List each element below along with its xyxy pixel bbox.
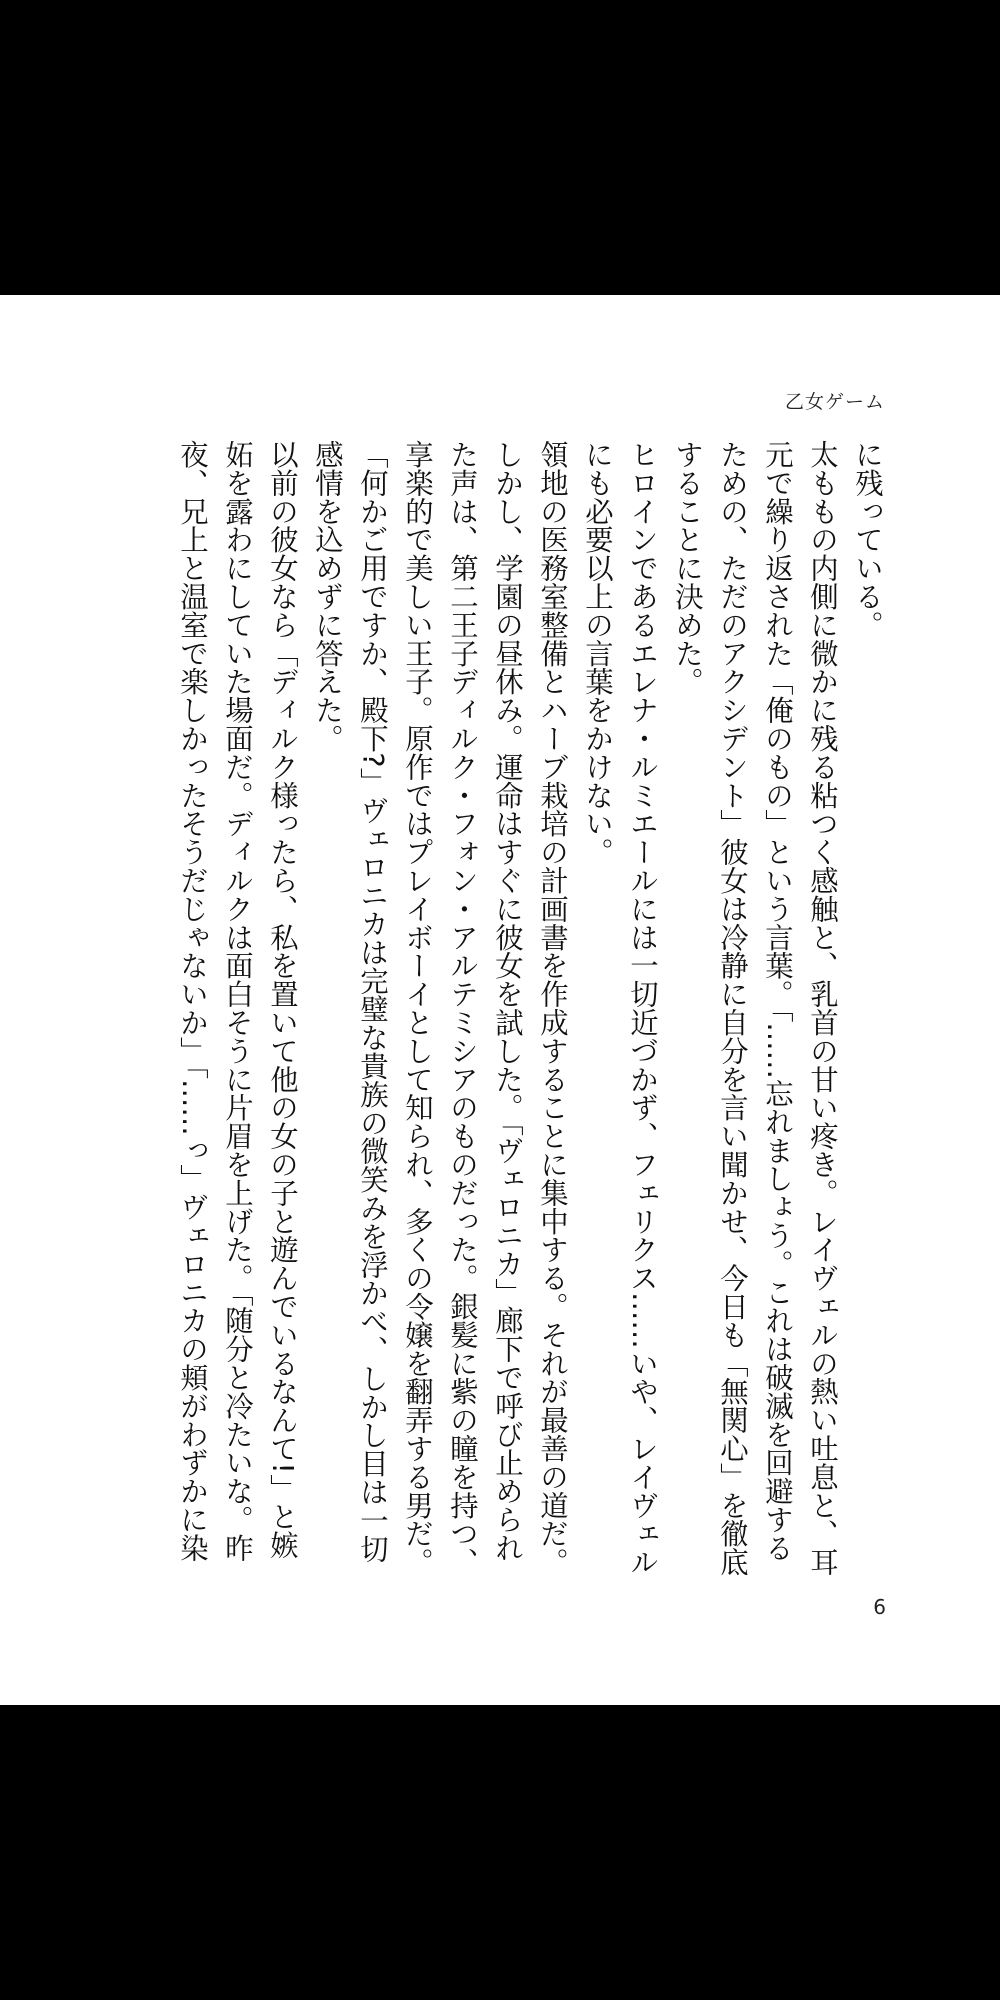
text-line: 「何かご用ですか、殿下?」ヴェロニカは完璧な貴族の微笑みを浮かべ、しかし目は一切 [356,440,389,1563]
text-line: 感情を込めずに答えた。 [311,440,344,753]
text-line: ための、ただのアクシデント」彼女は冷静に自分を言い聞かせ、今日も「無関心」を徹底 [716,440,749,1576]
running-title: 乙女ゲーム [784,391,885,413]
page-number: 6 [873,1595,886,1619]
text-line: た声は、第二王子ディルク・フォン・アルテミシアのものだった。銀髪に紫の瞳を持つ、 [446,440,479,1576]
text-line: 領地の医務室整備とハーブ栽培の計画書を作成することに集中する。それが最善の道だ。 [536,440,569,1576]
text-line: 元で繰り返された「俺のもの」という言葉。「……忘れましょう。これは破滅を回避する [761,440,794,1562]
text-line: ヒロインであるエレナ・ルミエールには一切近づかず、フェリクス……いや、レイヴェル [626,440,659,1576]
text-line: にも必要以上の言葉をかけない。 [581,440,614,866]
text-line: 以前の彼女なら「ディルク様ったら、私を置いて他の女の子と遊んでいるなんて!」と嫉 [266,440,299,1559]
top-letterbox [0,0,1000,295]
text-line: しかし、学園の昼休み。運命はすぐに彼女を試した。「ヴェロニカ」廊下で呼び止められ [491,440,524,1562]
text-line: 太ももの内側に微かに残る粘つく感触と、乳首の甘い疼き。レイヴェルの熱い吐息と、耳 [806,440,839,1576]
vertical-body-text [170,440,890,1705]
text-line: することに決めた。 [671,440,704,696]
book-page [0,295,1000,1705]
text-line: 妬を露わにしていた場面だ。ディルクは面白そうに片眉を上げた。「随分と冷たいな。昨 [221,440,254,1562]
text-line: 夜、兄上と温室で楽しかったそうだじゃないか」「……っ」ヴェロニカの頬がわずかに染 [176,440,209,1562]
text-line: に残っている。 [851,440,884,639]
text-line: 享楽的で美しい王子。原作ではプレイボーイとして知られ、多くの令嬢を翻弄する男だ。 [401,440,434,1576]
bottom-letterbox [0,1705,1000,2000]
